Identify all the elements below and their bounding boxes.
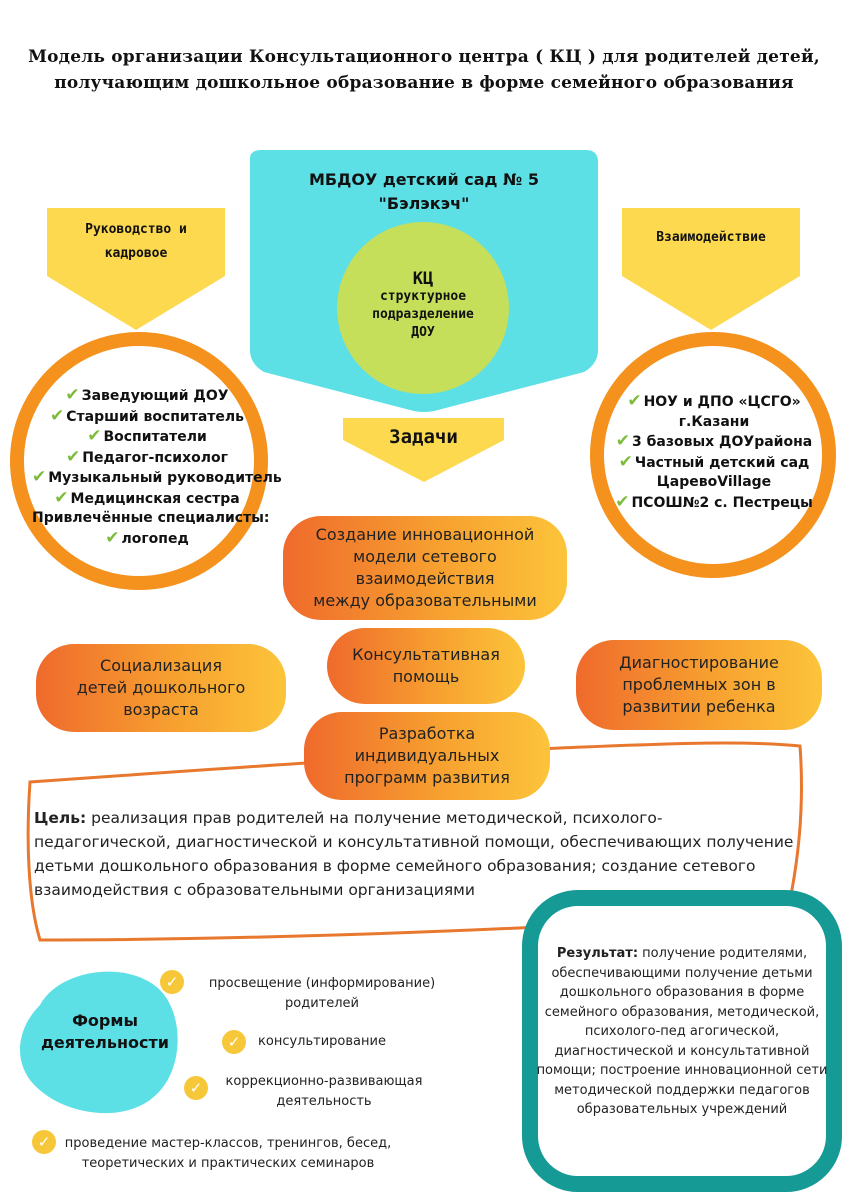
goal-label: Цель:: [34, 809, 87, 827]
staff-item: ✔ логопед: [105, 527, 189, 548]
form-item-masterclasses: проведение мастер-классов, тренингов, бесед, теоретических и практических семинаров: [64, 1136, 392, 1171]
check-icon: ✔: [105, 527, 120, 548]
check-icon: ✔: [618, 451, 633, 472]
title-line-2: получающим дошкольное образование в форме семейного образования: [54, 73, 794, 93]
result-text: получение родителями, обеспечивающими получение детьми дошкольного образования в форме семейного образования, методической, психолого-пед агогической, диагностической и консультативной помощи; построение инновационной сети методической поддержки педагогов образовательных учреждений: [536, 946, 828, 1117]
check-icon: ✔: [615, 491, 630, 512]
check-icon: ✔: [87, 426, 102, 446]
check-icon: ✓: [32, 1130, 56, 1154]
check-icon: ✔: [32, 467, 47, 487]
org-name: [250, 168, 598, 216]
result-block: [524, 944, 840, 1120]
check-icon: ✓: [160, 970, 184, 994]
left-arrow-line-1: Руководство и: [85, 222, 187, 237]
staff-item: ✔ Медицинская сестра: [54, 487, 240, 508]
org-name-line-1: МБДОУ детский сад № 5: [309, 170, 539, 189]
kc-line-2: подразделение: [372, 307, 474, 322]
form-item-enlightenment: просвещение (информирование) родителей: [208, 976, 436, 1011]
kc-line-3: ДОУ: [411, 325, 435, 340]
right-arrow-label: Взаимодействие: [656, 230, 766, 245]
task-network-model: Создание инновационной модели сетевого взаимодействия между образовательными: [283, 516, 567, 620]
check-icon: ✔: [65, 385, 80, 405]
forms-label-line-1: Формы: [72, 1011, 138, 1030]
staff-item: ✔ Старший воспитатель: [49, 405, 244, 426]
staff-item: ✔ Педагог-психолог: [66, 446, 228, 467]
tasks-label: Задачи: [389, 426, 458, 448]
staff-item: ✔ Воспитатели: [87, 426, 207, 446]
check-icon: ✔: [54, 487, 69, 508]
check-icon: ✓: [222, 1030, 246, 1054]
right-arrow-shape: [622, 208, 800, 330]
left-arrow-line-2: кадровое: [104, 246, 168, 261]
goal-block: [34, 806, 794, 902]
staff-item: ✔ Заведующий ДОУ: [65, 385, 229, 405]
result-label: Результат:: [556, 946, 639, 961]
staff-item: ✔ Музыкальный руководитель: [32, 467, 282, 487]
left-arrow-label: [47, 218, 225, 266]
staff-item: Привлечённые специалисты:: [32, 510, 270, 526]
org-name-line-2: "Бэлэкэч": [378, 194, 470, 213]
check-icon: ✔: [615, 431, 631, 451]
check-icon: ✔: [49, 405, 65, 426]
partner-item: ✔ Частный детский сад: [618, 451, 810, 472]
task-individual-programs: Разработка индивидуальных программ развития: [304, 712, 550, 800]
kc-line-1: структурное: [379, 289, 467, 304]
task-consulting: Консультативная помощь: [327, 628, 525, 704]
form-item-consulting: консультирование: [258, 1034, 386, 1049]
partners-list: [612, 392, 816, 513]
task-socialization: Социализация детей дошкольного возраста: [36, 644, 286, 732]
kc-label: [337, 270, 509, 342]
check-icon: ✔: [627, 391, 642, 411]
task-diagnostics: Диагностирование проблемных зон в развитии ребенка: [576, 640, 822, 730]
title-line-1: Модель организации Консультационного центра ( КЦ ) для родителей детей,: [28, 47, 820, 67]
partner-item: ✔ НОУ и ДПО «ЦСГО»: [627, 391, 801, 411]
forms-label-line-2: деятельности: [40, 1033, 170, 1052]
form-item-correctional: коррекционно-развивающая деятельность: [225, 1074, 423, 1109]
goal-text: реализация прав родителей на получение методической, психолого-педагогической, диагностической и консультативной помощи, обеспечивающих получение детьми дошкольного образования в форме семейного образования; создание сетевого взаимодействия с образовательными организациями: [34, 809, 794, 899]
partner-item: ЦаревоVillage: [656, 474, 772, 490]
partner-item: ✔ 3 базовых ДОУрайона: [615, 431, 813, 451]
staff-list: [32, 385, 282, 549]
check-icon: ✓: [184, 1076, 208, 1100]
kc-title: КЦ: [412, 269, 434, 289]
partner-item: г.Казани: [678, 413, 750, 430]
partner-item: ✔ ПСОШ№2 с. Пестрецы: [615, 491, 813, 512]
check-icon: ✔: [66, 446, 81, 467]
forms-label: [20, 1010, 190, 1054]
